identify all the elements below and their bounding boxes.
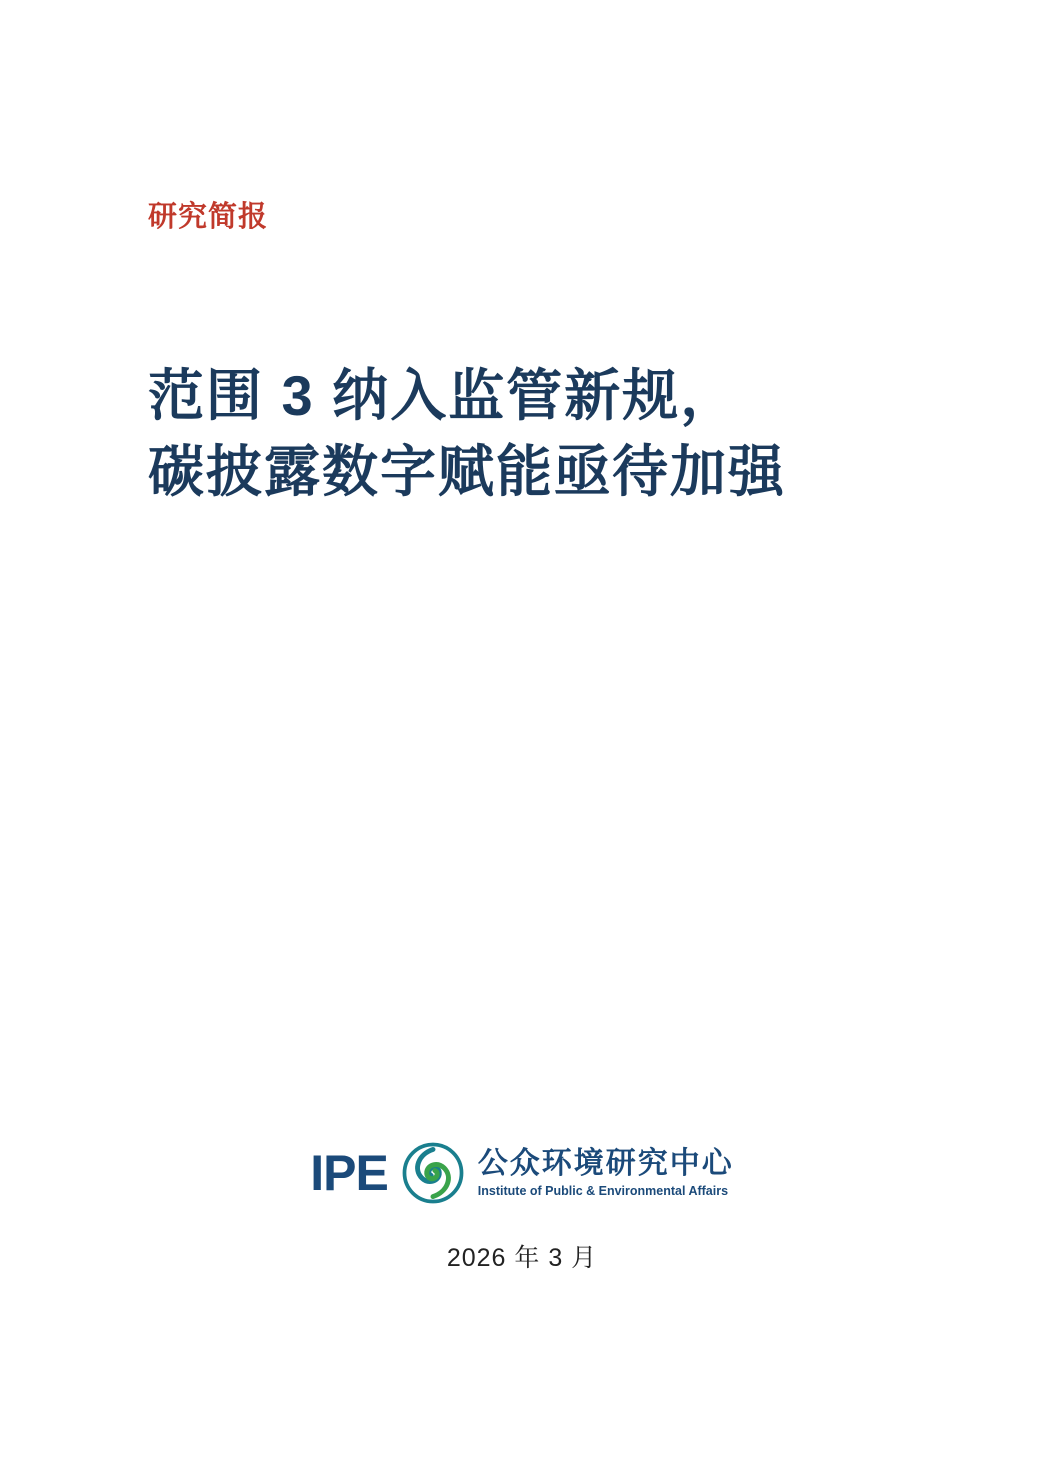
organization-logo [0, 1142, 1044, 1204]
logo-name-en: Institute of Public & Environmental Affairs [477, 1183, 729, 1198]
logo-name-cn: 公众环境研究中心 [477, 1146, 734, 1180]
ipe-swirl-logo-icon [402, 1142, 464, 1204]
publication-date: 2026 年 3 月 [446, 1244, 598, 1272]
title-line-1: 范围 3 纳入监管新规， [148, 364, 739, 427]
title-line-2: 碳披露数字赋能亟待加强 [148, 439, 786, 503]
page-title [148, 358, 948, 509]
logo-wordmark [477, 1146, 734, 1198]
logo-abbreviation: IPE [310, 1145, 388, 1201]
logo-inner [310, 1142, 734, 1204]
document-kicker: 研究简报 [148, 201, 269, 233]
